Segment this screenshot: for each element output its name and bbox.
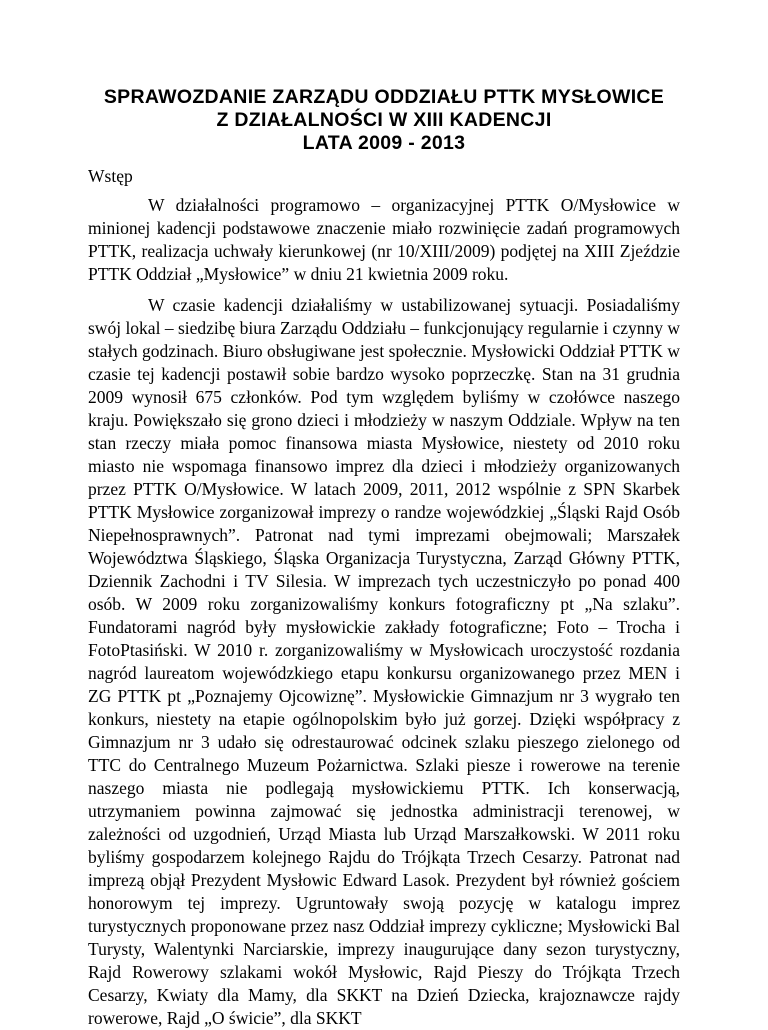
paragraph-1: W działalności programowo – organizacyjnej PTTK O/Mysłowice w minionej kadencji podstawowe znaczenie miało rozwinięcie zadań programowych PTTK, realizacja uchwały kierunkowej (nr 10/XIII/2009) podjętej na XIII Zjeździe PTTK Oddział „Mysłowice” w dniu 21 kwietnia 2009 roku. [88,195,680,284]
title-line-3: LATA 2009 - 2013 [302,132,466,154]
document-title [60,86,708,155]
title-line-1: SPRAWOZDANIE ZARZĄDU ODDZIAŁU PTTK MYSŁOWICE [103,86,665,108]
paragraph-2: W czasie kadencji działaliśmy w ustabilizowanej sytuacji. Posiadaliśmy swój lokal – siedzibę biura Zarządu Oddziału – funkcjonujący regularnie i czynny w stałych godzinach. Biuro obsługiwane jest społecznie. Mysłowicki Oddział PTTK w czasie tej kadencji postawił sobie bardzo wysoko poprzeczkę. Stan na 31 grudnia 2009 wynosił 675 członków. Pod tym względem byliśmy w czołówce naszego kraju. Powiększało się grono dzieci i młodzieży w naszym Oddziale. Wpływ na ten stan rzeczy miała pomoc finansowa miasta Mysłowice, niestety od 2010 roku miasto nie wspomaga finansowo imprez dla dzieci i młodzieży organizowanych przez PTTK O/Mysłowice. W latach 2009, 2011, 2012 wspólnie z SPN Skarbek PTTK Mysłowice zorganizował imprezy o randze wojewódzkiej „Śląski Rajd Osób Niepełnosprawnych”. Patronat nad tymi imprezami obejmowali; Marszałek Województwa Śląskiego, Śląska Organizacja Turystyczna, Zarząd Główny PTTK, Dziennik Zachodni i TV Silesia. W imprezach tych uczestniczyło po ponad 400 osób. W 2009 roku zorganizowaliśmy konkurs fotograficzny pt „Na szlaku”. Fundatorami nagród były mysłowickie zakłady fotograficzne; Foto – Trocha i FotoPtasiński. W 2010 r. zorganizowaliśmy w Mysłowicach uroczystość rozdania nagród laureatom wojewódzkiego etapu konkursu organizowanego przez MEN i ZG PTTK pt „Poznajemy Ojcowiznę”. Mysłowickie Gimnazjum nr 3 wygrało ten konkurs, niestety na etapie ogólnopolskim było już gorzej. Dzięki współpracy z Gimnazjum nr 3 udało się odrestaurować odcinek szlaku pieszego zielonego od TTC do Centralnego Muzeum Pożarnictwa. Szlaki piesze i rowerowe na terenie naszego miasta nie podlegają mysłowickiemu PTTK. Ich konserwacją, utrzymaniem powinna zajmować się jednostka administracji terenowej, w zależności od uzgodnień, Urząd Miasta lub Urząd Marszałkowski. W 2011 roku byliśmy gospodarzem kolejnego Rajdu do Trójkąta Trzech Cesarzy. Patronat nad imprezą objął Prezydent Mysłowic Edward Lasok. Prezydent był również gościem honorowym tej imprezy. Ugruntowały swoją pozycję w katalogu imprez turystycznych proponowane przez nasz Oddział imprezy cykliczne; Mysłowicki Bal Turysty, Walentynki Narciarskie, imprezy inaugurujące dany sezon turystyczny, Rajd Rowerowy szlakami wokół Mysłowic, Rajd Pieszy do Trójkąta Trzech Cesarzy, Kwiaty dla Mamy, dla SKKT na Dzień Dziecka, krajoznawcze rajdy rowerowe, Rajd „O świcie”, dla SKKT [88,295,680,1028]
title-line-2: Z DZIAŁALNOŚCI W XIII KADENCJI [216,109,552,131]
section-heading: Wstęp [88,166,133,186]
